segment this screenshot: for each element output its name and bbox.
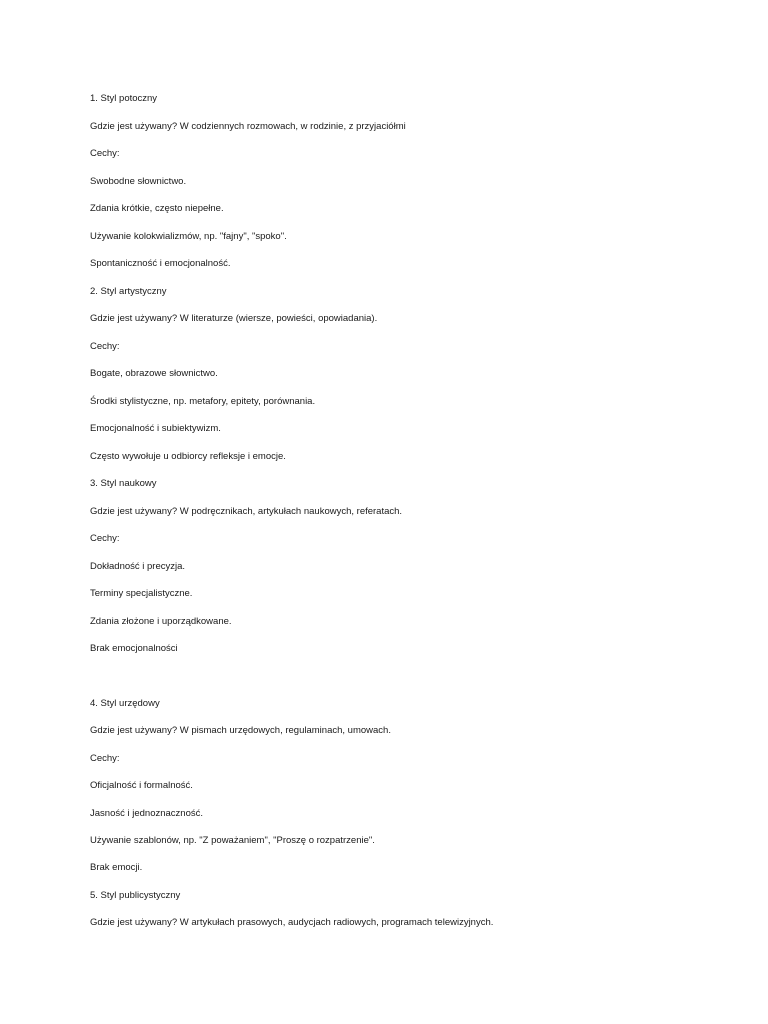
text-line: Cechy:: [90, 753, 120, 764]
text-line: Brak emocji.: [90, 862, 143, 873]
text-line: Bogate, obrazowe słownictwo.: [90, 368, 218, 379]
text-line: Używanie szablonów, np. "Z poważaniem", "Proszę o rozpatrzenie".: [90, 835, 375, 846]
section-heading-artystyczny: 2. Styl artystyczny: [90, 286, 167, 297]
section-heading-naukowy: 3. Styl naukowy: [90, 478, 157, 489]
text-line: Jasność i jednoznaczność.: [90, 808, 204, 819]
text-line: Swobodne słownictwo.: [90, 176, 187, 187]
text-line: Cechy:: [90, 148, 120, 159]
text-line: Spontaniczność i emocjonalność.: [90, 258, 231, 269]
text-line: Cechy:: [90, 533, 120, 544]
section-heading-publicystyczny: 5. Styl publicystyczny: [90, 890, 181, 901]
text-line: Gdzie jest używany? W literaturze (wiersze, powieści, opowiadania).: [90, 313, 378, 324]
text-line: Cechy:: [90, 341, 120, 352]
text-line: Zdania złożone i uporządkowane.: [90, 616, 232, 627]
text-line: Gdzie jest używany? W podręcznikach, artykułach naukowych, referatach.: [90, 506, 403, 517]
section-heading-urzedowy: 4. Styl urzędowy: [90, 698, 160, 709]
text-line: Używanie kolokwializmów, np. "fajny", "spoko".: [90, 231, 287, 242]
text-line: Emocjonalność i subiektywizm.: [90, 423, 221, 434]
section-heading-potoczny: 1. Styl potoczny: [90, 93, 158, 104]
text-line: Gdzie jest używany? W codziennych rozmowach, w rodzinie, z przyjaciółmi: [90, 121, 406, 132]
text-line: Zdania krótkie, często niepełne.: [90, 203, 224, 214]
text-line: Dokładność i precyzja.: [90, 561, 186, 572]
text-line: Środki stylistyczne, np. metafory, epitety, porównania.: [90, 396, 316, 407]
text-line: Gdzie jest używany? W pismach urzędowych, regulaminach, umowach.: [90, 725, 391, 736]
text-line: Gdzie jest używany? W artykułach prasowych, audycjach radiowych, programach telewizyjnych.: [90, 917, 494, 928]
text-line: Brak emocjonalności: [90, 643, 178, 654]
text-line: Często wywołuje u odbiorcy refleksje i emocje.: [90, 451, 286, 462]
text-line: Terminy specjalistyczne.: [90, 588, 193, 599]
text-line: Oficjalność i formalność.: [90, 780, 193, 791]
